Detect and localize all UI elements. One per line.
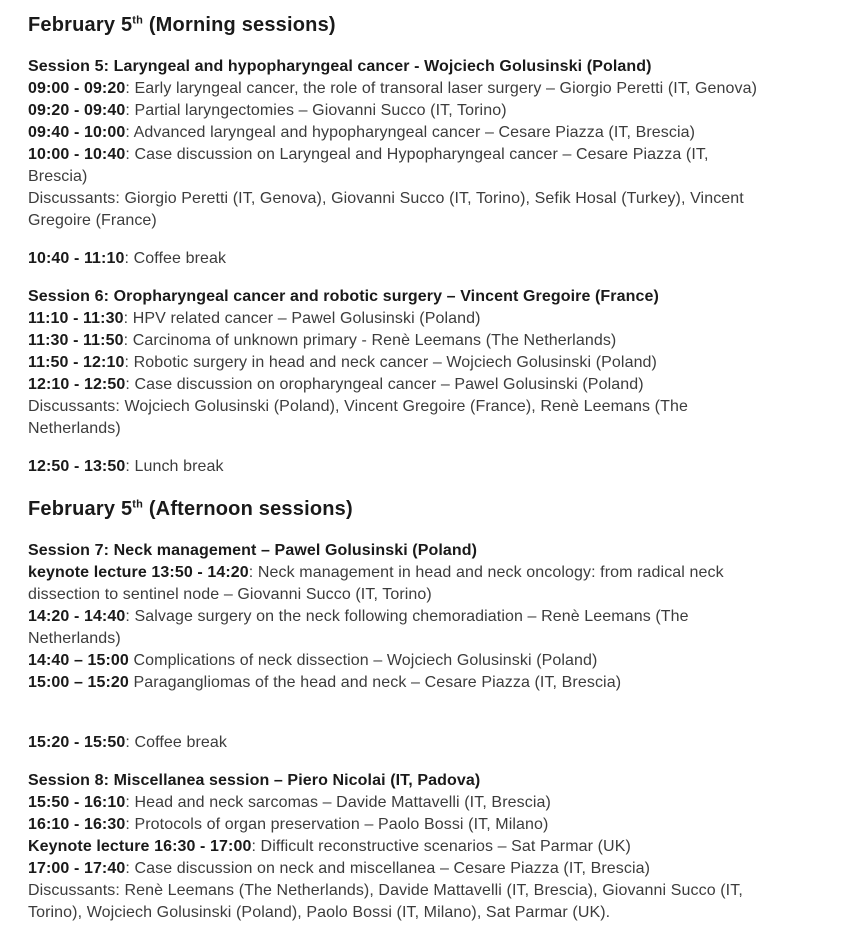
text-line — [28, 210, 838, 232]
line-text: Complications of neck dissection – Wojciech Golusinski (Poland) — [128, 652, 598, 669]
time-label: 09:20 - 09:40 — [28, 102, 126, 119]
line-text: Brescia) — [28, 168, 88, 185]
line-text: Torino), Wojciech Golusinski (Poland), Paolo Bossi (IT, Milano), Sat Parmar (UK). — [28, 904, 611, 921]
time-label: 15:20 - 15:50 — [28, 734, 126, 751]
text-line — [28, 374, 838, 396]
talk-0920 — [28, 100, 838, 122]
line-text: Session 5: Laryngeal and hypopharyngeal cancer - Wojciech Golusinski (Poland) — [28, 58, 652, 75]
text-line — [28, 880, 838, 902]
line-text: : Protocols of organ preservation – Paolo Bossi (IT, Milano) — [125, 816, 549, 833]
line-text: : Carcinoma of unknown primary - Renè Leemans (The Netherlands) — [123, 332, 617, 349]
line-text: Netherlands) — [28, 630, 121, 647]
line-text: : Lunch break — [125, 458, 224, 475]
line-text: : Partial laryngectomies – Giovanni Succo (IT, Torino) — [125, 102, 507, 119]
talk-1500 — [28, 672, 838, 694]
text-line — [28, 188, 838, 210]
text-line — [28, 100, 838, 122]
text-line — [28, 792, 838, 814]
talk-1150 — [28, 352, 838, 374]
line-text: Netherlands) — [28, 420, 121, 437]
text-line — [28, 352, 838, 374]
time-label: 14:40 – 15:00 — [28, 652, 129, 669]
text-line — [28, 56, 838, 78]
text-line — [28, 10, 838, 40]
time-label: 11:10 - 11:30 — [28, 310, 124, 327]
session-6-discussants — [28, 396, 838, 440]
time-label: 15:00 – 15:20 — [28, 674, 129, 691]
line-text: Session 7: Neck management – Pawel Golusinski (Poland) — [28, 542, 478, 559]
talk-0900 — [28, 78, 838, 100]
text-line — [28, 836, 838, 858]
text-line — [28, 248, 838, 270]
line-text: Discussants: Wojciech Golusinski (Poland), Vincent Gregoire (France), Renè Leemans (The — [28, 398, 688, 415]
time-label: February 5 — [28, 14, 133, 36]
line-text: (Morning sessions) — [143, 14, 336, 36]
time-label: February 5 — [28, 498, 133, 520]
line-text: : Advanced laryngeal and hypopharyngeal cancer – Cesare Piazza (IT, Brescia) — [125, 124, 696, 141]
talk-1110 — [28, 308, 838, 330]
talk-1000 — [28, 144, 838, 188]
line-text: Discussants: Giorgio Peretti (IT, Genova), Giovanni Succo (IT, Torino), Sefik Hosal (Turkey), Vincent — [28, 190, 744, 207]
text-line — [28, 78, 838, 100]
keynote-1350 — [28, 562, 838, 606]
session-7-heading — [28, 540, 838, 562]
time-label: 16:10 - 16:30 — [28, 816, 126, 833]
line-text: dissection to sentinel node – Giovanni Succo (IT, Torino) — [28, 586, 432, 603]
schedule-document — [28, 10, 838, 924]
talk-1130 — [28, 330, 838, 352]
text-line — [28, 122, 838, 144]
text-line — [28, 286, 838, 308]
time-label: 12:50 - 13:50 — [28, 458, 126, 475]
text-line — [28, 330, 838, 352]
text-line — [28, 166, 838, 188]
text-line — [28, 650, 838, 672]
text-line — [28, 584, 838, 606]
session-5-heading — [28, 56, 838, 78]
text-line — [28, 902, 838, 924]
time-label: Keynote lecture 16:30 - 17:00 — [28, 838, 252, 855]
session-6-heading — [28, 286, 838, 308]
text-line — [28, 770, 838, 792]
time-label: 09:00 - 09:20 — [28, 80, 126, 97]
line-text: (Afternoon sessions) — [143, 498, 353, 520]
line-text: : Coffee break — [125, 734, 227, 751]
line-text: : Case discussion on oropharyngeal cancer – Pawel Golusinski (Poland) — [125, 376, 644, 393]
line-text: : Difficult reconstructive scenarios – Sat Parmar (UK) — [251, 838, 631, 855]
lunch-break-1250 — [28, 456, 838, 478]
time-label: 09:40 - 10:00 — [28, 124, 126, 141]
line-text: : Coffee break — [124, 250, 227, 267]
keynote-1630 — [28, 836, 838, 858]
time-label: 15:50 - 16:10 — [28, 794, 126, 811]
afternoon-day-heading — [28, 494, 838, 524]
line-text: : Salvage surgery on the neck following chemoradiation – Renè Leemans (The — [125, 608, 689, 625]
ordinal-suffix: th — [132, 14, 144, 27]
time-label: 17:00 - 17:40 — [28, 860, 126, 877]
talk-1700 — [28, 858, 838, 880]
coffee-break-1520 — [28, 732, 838, 754]
text-line — [28, 606, 838, 628]
text-line — [28, 814, 838, 836]
line-text: Session 8: Miscellanea session – Piero Nicolai (IT, Padova) — [28, 772, 481, 789]
text-line — [28, 672, 838, 694]
line-text: : Case discussion on neck and miscellanea – Cesare Piazza (IT, Brescia) — [125, 860, 651, 877]
ordinal-suffix: th — [132, 498, 144, 511]
line-text: : HPV related cancer – Pawel Golusinski (Poland) — [123, 310, 481, 327]
line-text: Gregoire (France) — [28, 212, 157, 229]
time-label: 10:40 - 11:10 — [28, 250, 125, 267]
time-label: 10:00 - 10:40 — [28, 146, 126, 163]
text-line — [28, 562, 838, 584]
text-line — [28, 308, 838, 330]
time-label: 12:10 - 12:50 — [28, 376, 126, 393]
morning-day-heading — [28, 10, 838, 40]
text-line — [28, 494, 838, 524]
time-label: 11:30 - 11:50 — [28, 332, 124, 349]
time-label: keynote lecture 13:50 - 14:20 — [28, 564, 249, 581]
text-line — [28, 858, 838, 880]
text-line — [28, 540, 838, 562]
talk-1440 — [28, 650, 838, 672]
talk-1550 — [28, 792, 838, 814]
line-text: : Robotic surgery in head and neck cancer – Wojciech Golusinski (Poland) — [124, 354, 657, 371]
line-text: : Case discussion on Laryngeal and Hypopharyngeal cancer – Cesare Piazza (IT, — [125, 146, 709, 163]
line-text: : Neck management in head and neck oncology: from radical neck — [248, 564, 724, 581]
text-line — [28, 418, 838, 440]
time-label: 14:20 - 14:40 — [28, 608, 126, 625]
talk-1210 — [28, 374, 838, 396]
line-text: Discussants: Renè Leemans (The Netherlands), Davide Mattavelli (IT, Brescia), Giovanni Succo (IT, — [28, 882, 743, 899]
session-8-discussants — [28, 880, 838, 924]
talk-0940 — [28, 122, 838, 144]
text-line — [28, 732, 838, 754]
text-line — [28, 144, 838, 166]
text-line — [28, 456, 838, 478]
line-text: : Early laryngeal cancer, the role of transoral laser surgery – Giorgio Peretti (IT, Genova) — [125, 80, 758, 97]
talk-1420 — [28, 606, 838, 650]
session-5-discussants — [28, 188, 838, 232]
line-text: : Head and neck sarcomas – Davide Mattavelli (IT, Brescia) — [125, 794, 551, 811]
coffee-break-1040 — [28, 248, 838, 270]
text-line — [28, 628, 838, 650]
talk-1610 — [28, 814, 838, 836]
text-line — [28, 396, 838, 418]
line-text: Paragangliomas of the head and neck – Cesare Piazza (IT, Brescia) — [128, 674, 622, 691]
time-label: 11:50 - 12:10 — [28, 354, 125, 371]
session-8-heading — [28, 770, 838, 792]
line-text: Session 6: Oropharyngeal cancer and robotic surgery – Vincent Gregoire (France) — [28, 288, 659, 305]
